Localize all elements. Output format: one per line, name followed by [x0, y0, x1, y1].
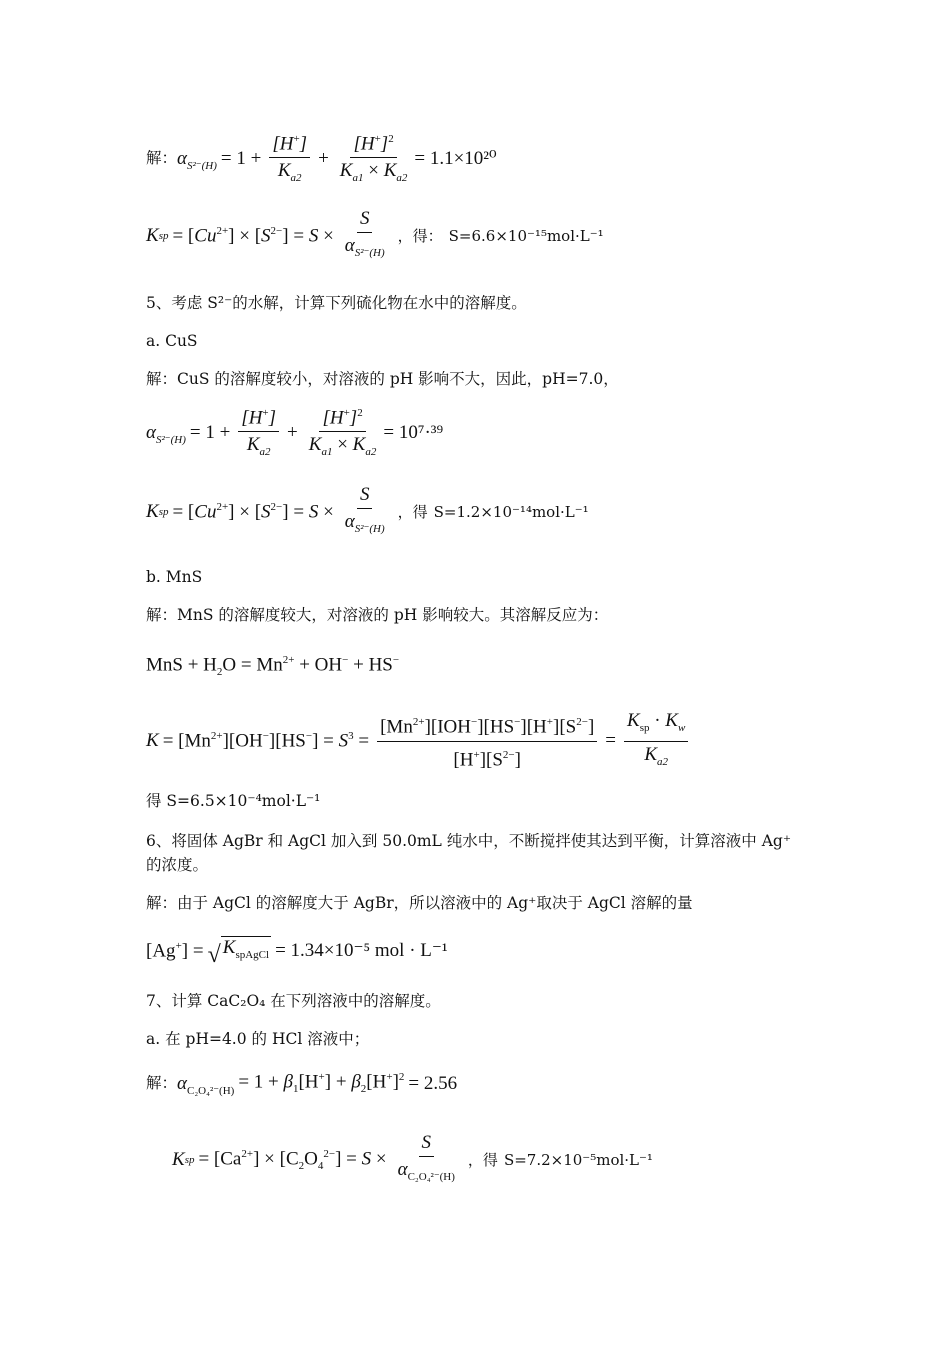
alpha-equation-2: α $_{S^{2-}(H)}$ = 1 + $\frac{[H^+]}{K_{a2}}$ + $\frac{[H^+]^2}{K_{a1} \times K_{a2}}$ = 10⁷·³⁹ [146, 402, 443, 463]
ksp-equation-2: K sp = $[Cu^{2+}] \times [S^{2-}] = S$ × $\frac{S}{\alpha_{S^{2-}(H)}}$ ，得 S=1.2×10⁻¹⁴mol·L⁻¹ [146, 484, 589, 535]
question-5a-solution: 解：CuS 的溶解度较小，对溶液的 pH 影响不大，因此，pH=7.0， [146, 370, 619, 388]
ksp-equation-3: K sp = $[Ca^{2+}] \times [C_2O_4^{2-}] = S$ × $\frac{S}{\alpha_{C_2O_4^{2-}(H)}}$ ，得 S=7.2×10⁻⁵mol·L⁻¹ [172, 1132, 653, 1183]
solubility-result-3: 得 S=6.5×10⁻⁴mol·L⁻¹ [146, 792, 321, 810]
question-5a: a. CuS [146, 332, 198, 350]
question-7a: a. 在 pH=4.0 的 HCl 溶液中； [146, 1030, 370, 1048]
question-5b: b. MnS [146, 568, 203, 586]
alpha-oxalate-value: = 2.56 [408, 1072, 458, 1094]
question-7: 7、计算 CaC₂O₄ 在下列溶液中的溶解度。 [146, 992, 441, 1010]
question-7a-solution-label: 解： [146, 1074, 178, 1092]
solubility-result-4: S=7.2×10⁻⁵mol·L⁻¹ [503, 1150, 653, 1169]
result-prefix-2: ，得 [397, 503, 428, 522]
question-6-line-1: 6、将固体 AgBr 和 AgCl 加入到 50.0mL 纯水中，不断搅拌使其达到平衡，计算溶液中 Ag⁺ [146, 832, 792, 850]
alpha-value-2: = 10⁷·³⁹ [383, 421, 444, 443]
ag-concentration-equation: [Ag+] = √ $K_{spAgCl}$ = 1.34×10⁻⁵ mol · L⁻¹ [146, 937, 448, 968]
ag-concentration-value: = 1.34×10⁻⁵ mol · L⁻¹ [275, 940, 448, 962]
alpha-oxalate-equation: 解： α $_{C_2O_4^{2-}(H)}$ = $1 + \beta_1[H^+] + \beta_2[H^+]^2$ = 2.56 [146, 1071, 458, 1097]
mns-dissolution-reaction: MnS + $H_2O = Mn^{2+} + OH^- + HS^-$ [146, 654, 400, 679]
alpha-value-1: = 1.1×10²⁰ [414, 148, 497, 170]
result-prefix-3: ，得 [467, 1151, 498, 1170]
solubility-result-2: S=1.2×10⁻¹⁴mol·L⁻¹ [433, 502, 589, 521]
question-5: 5、考虑 S²⁻的水解，计算下列硫化物在水中的溶解度。 [146, 294, 527, 312]
alpha-equation-1: 解： α $_{S^{2-}(H)}$ = 1 + $\frac{[H^+]}{K_{a2}}$ + $\frac{[H^+]^2}{K_{a1} \times K_{a2}}$ = 1.1×10²⁰ [146, 128, 497, 189]
question-6-solution: 解：由于 AgCl 的溶解度大于 AgBr，所以溶液中的 Ag⁺取决于 AgCl 溶解的量 [146, 894, 693, 912]
question-5b-solution: 解：MnS 的溶解度较大，对溶液的 pH 影响较大。其溶解反应为： [146, 606, 609, 624]
question-6-line-2: 的浓度。 [146, 856, 209, 874]
solubility-result-1: S=6.6×10⁻¹⁵mol·L⁻¹ [448, 226, 604, 245]
solution-label: 解： [146, 149, 178, 167]
k-equation: K = $[Mn^{2+}][OH^-][HS^-] = S^3$ = $\frac{[Mn^{2+}][IOH^-][HS^-][H^+][S^{2-}]}{[H^+][S^{2-}]}$ = $\frac{K_{sp} \cdot K_w}{K_{a2}}$ [146, 710, 692, 773]
ksp-equation-1: K sp = $[Cu^{2+}] \times [S^{2-}] = S$ × $\frac{S}{\alpha_{S^{2-}(H)}}$ ，得： S=6.6×10⁻¹⁵mol·L⁻¹ [146, 208, 604, 259]
result-prefix-1: ，得： [397, 227, 443, 246]
